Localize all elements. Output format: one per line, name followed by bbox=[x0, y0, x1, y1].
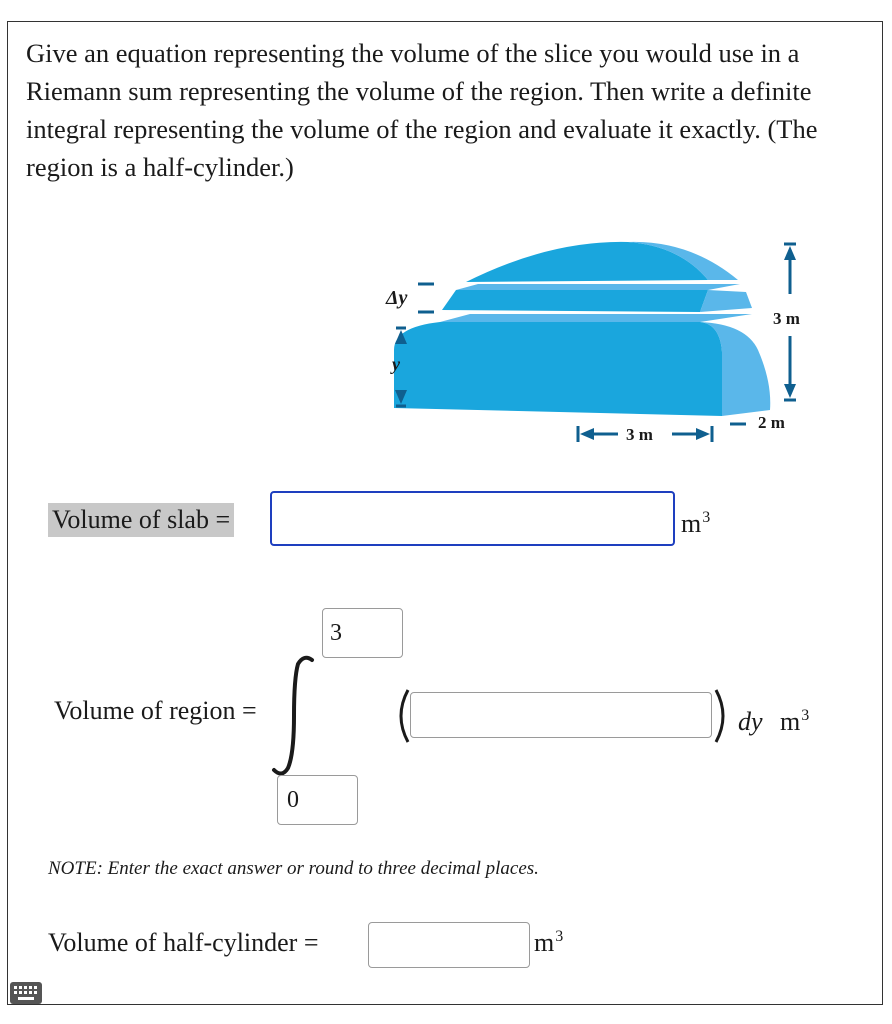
depth-label: 2 m bbox=[758, 413, 785, 432]
integrand-input[interactable] bbox=[410, 692, 712, 738]
region-label: Volume of region = bbox=[54, 696, 257, 725]
slab-unit: $m^3$ bbox=[681, 509, 711, 538]
differential: dy bbox=[738, 707, 763, 736]
middle-slab-side bbox=[700, 290, 752, 312]
region-unit: $m^3$ bbox=[780, 707, 810, 736]
right-paren bbox=[712, 688, 734, 744]
upper-bound-value: 3 bbox=[330, 620, 342, 646]
y-label: y bbox=[392, 354, 400, 374]
middle-slab-front bbox=[442, 290, 708, 312]
lower-bound-value: 0 bbox=[287, 787, 299, 813]
bottom-slab-top bbox=[440, 314, 752, 322]
keyboard-icon[interactable] bbox=[10, 982, 42, 1004]
slab-label: Volume of slab = bbox=[48, 503, 234, 537]
rounding-note: NOTE: Enter the exact answer or round to three decimal places. bbox=[48, 858, 539, 879]
half-cylinder-label: Volume of half-cylinder = bbox=[48, 928, 319, 957]
delta-y-label: Δy bbox=[386, 287, 408, 309]
half-cylinder-volume-input[interactable] bbox=[368, 922, 530, 968]
middle-slab-top bbox=[456, 284, 740, 290]
left-paren bbox=[390, 688, 412, 744]
half-cylinder-unit: $m^3$ bbox=[534, 928, 564, 957]
length-label: 3 m bbox=[626, 425, 653, 444]
integral-sign bbox=[268, 654, 322, 778]
question-text: Give an equation representing the volume of the slice you would use in a Riemann sum representing the volume of the region. Then write a definite integral representing the volume of the region and evaluate it exactly. (The region is a half-cylinder.) bbox=[26, 38, 818, 182]
height-label: 3 m bbox=[773, 309, 800, 328]
slab-volume-input[interactable] bbox=[270, 491, 675, 546]
bottom-slab-front bbox=[394, 322, 722, 416]
half-cylinder-figure bbox=[360, 232, 820, 454]
